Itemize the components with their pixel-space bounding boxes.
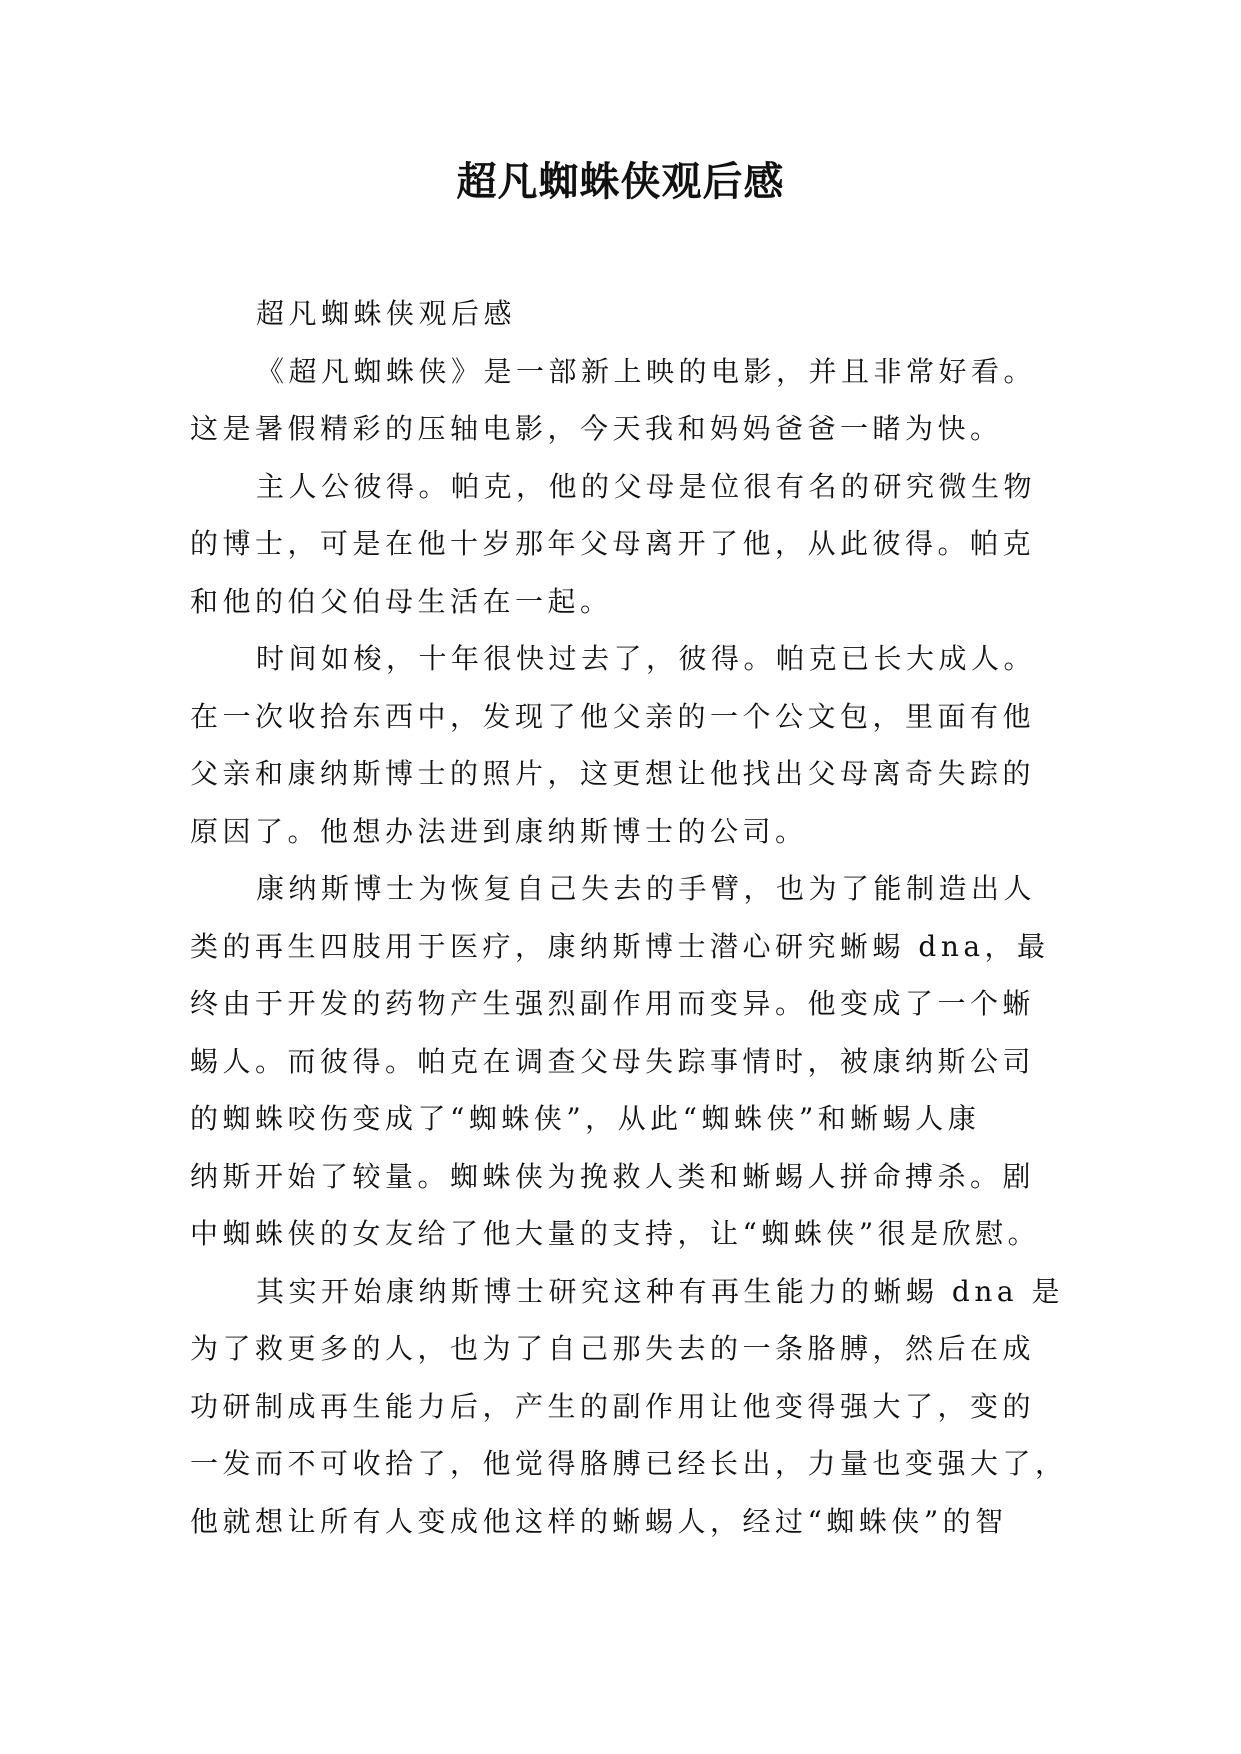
text-line: 功研制成再生能力后，产生的副作用让他变得强大了，变的 <box>190 1389 1036 1423</box>
text-line: 康纳斯博士为恢复自己失去的手臂，也为了能制造出人 <box>256 872 1037 905</box>
text-line: 父亲和康纳斯博士的照片，这更想让他找出父母离奇失踪的 <box>190 757 1036 790</box>
text-line: 时间如梭，十年很快过去了，彼得。帕克已长大成人。 <box>256 642 1037 675</box>
text-line: 超凡蜘蛛侠观后感 <box>256 297 517 330</box>
text-line: 主人公彼得。帕克，他的父母是位很有名的研究微生物 <box>256 469 1037 503</box>
text-line: 为了救更多的人，也为了自己那失去的一条胳膊，然后在成 <box>190 1332 1036 1365</box>
text-line: 和他的伯父伯母生活在一起。 <box>190 584 613 618</box>
text-line: 终由于开发的药物产生强烈副作用而变异。他变成了一个蜥 <box>190 987 1036 1020</box>
text-line: 他就想让所有人变成他这样的蜥蜴人，经过“蜘蛛侠”的智 <box>190 1504 1008 1538</box>
text-line: 原因了。他想办法进到康纳斯博士的公司。 <box>190 814 808 848</box>
text-line: 在一次收拾东西中，发现了他父亲的一个公文包，里面有他 <box>190 699 1036 733</box>
text-line: 一发而不可收拾了，他觉得胳膊已经长出，力量也变强大了， <box>190 1447 1068 1480</box>
text-line: 类的再生四肢用于医疗，康纳斯博士潜心研究蜥蜴 dna，最 <box>190 929 1050 963</box>
text-line: 的博士，可是在他十岁那年父母离开了他，从此彼得。帕克 <box>190 527 1036 560</box>
text-line: 纳斯开始了较量。蜘蛛侠为挽救人类和蜥蜴人拼命搏杀。剧 <box>190 1159 1036 1193</box>
text-line: 这是暑假精彩的压轴电影，今天我和妈妈爸爸一睹为快。 <box>190 412 1003 445</box>
document-title: 超凡蜘蛛侠观后感 <box>456 159 785 205</box>
text-line: 蜴人。而彼得。帕克在调查父母失踪事情时，被康纳斯公司 <box>190 1044 1036 1078</box>
text-line: 《超凡蜘蛛侠》是一部新上映的电影，并且非常好看。 <box>256 354 1037 388</box>
text-line: 其实开始康纳斯博士研究这种有再生能力的蜥蜴 dna 是 <box>256 1274 1064 1308</box>
text-line: 的蜘蛛咬伤变成了“蜘蛛侠”，从此“蜘蛛侠”和蜥蜴人康 <box>190 1102 981 1135</box>
text-line: 中蜘蛛侠的女友给了他大量的支持，让“蜘蛛侠”很是欣慰。 <box>190 1217 1041 1250</box>
document-body <box>190 285 1068 1550</box>
